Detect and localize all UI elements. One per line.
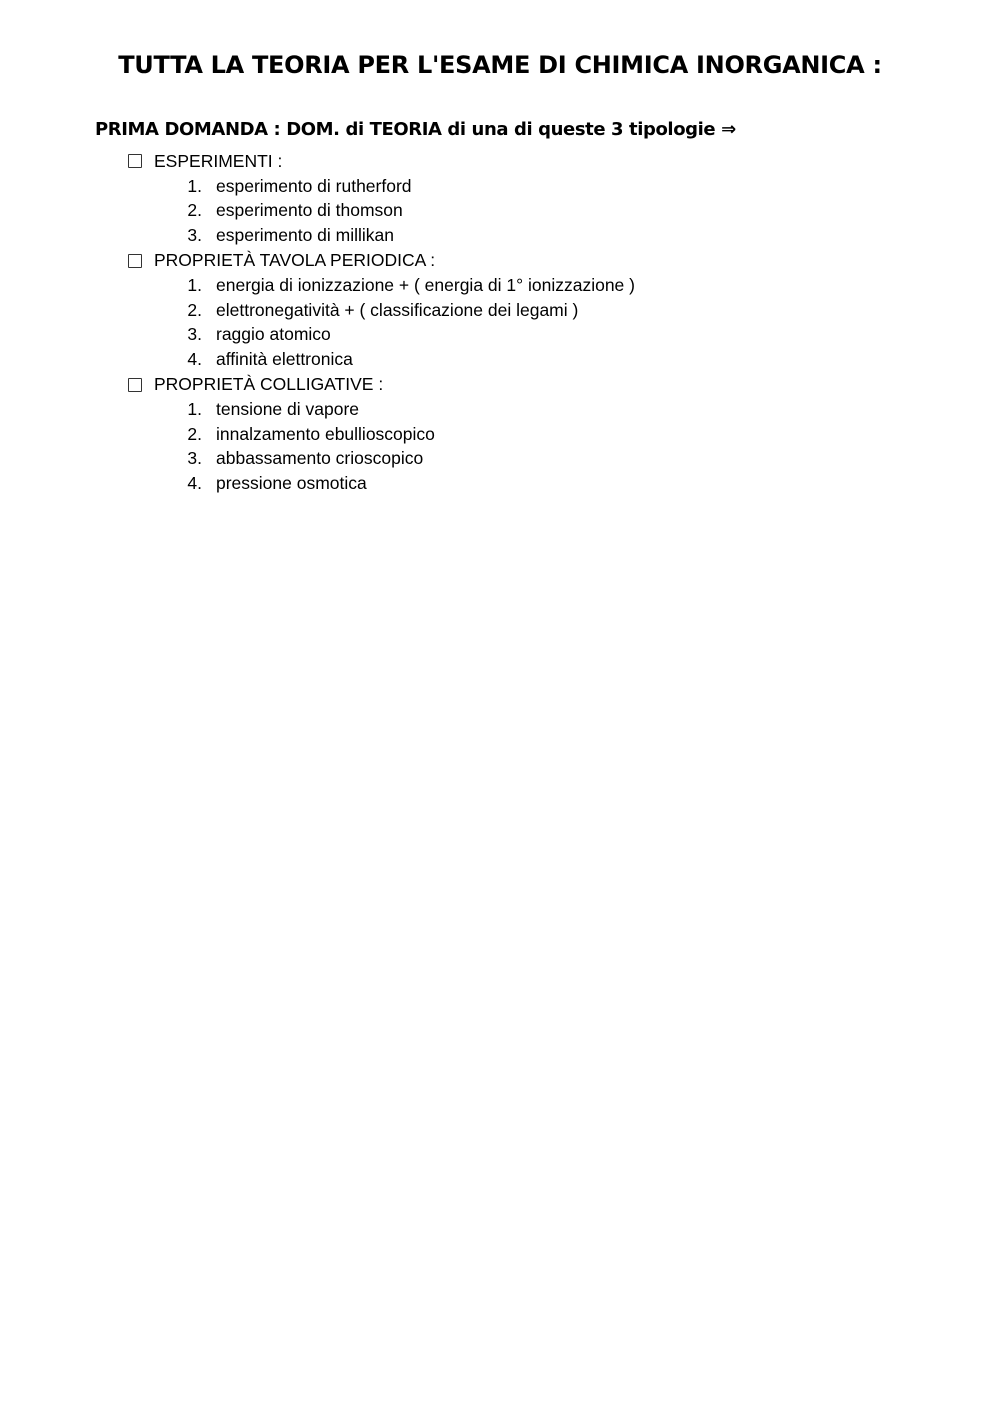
checkbox[interactable] (128, 254, 142, 268)
subitem-list (128, 398, 635, 496)
list-item (128, 323, 635, 348)
list-item (128, 174, 635, 199)
item-number: 4. (187, 348, 202, 369)
item-text: innalzamento ebullioscopico (216, 423, 435, 444)
item-number: 1. (187, 275, 202, 296)
list-item (128, 298, 635, 323)
topic-experiments (128, 148, 635, 248)
item-text: energia di ionizzazione + ( energia di 1° ionizzazione ) (216, 275, 635, 296)
item-text: affinità elettronica (216, 348, 353, 369)
item-text: elettronegatività + ( classificazione dei legami ) (216, 299, 579, 320)
list-item (128, 422, 635, 447)
topic-row (128, 372, 635, 398)
question-heading: PRIMA DOMANDA : DOM. di TEORIA di una di queste 3 tipologie ⇒ (95, 119, 736, 140)
list-item (128, 447, 635, 472)
list-item (128, 223, 635, 248)
item-text: abbassamento crioscopico (216, 448, 424, 469)
list-item (128, 398, 635, 423)
item-text: esperimento di thomson (216, 200, 403, 221)
topic-colligative (128, 372, 635, 496)
item-text: esperimento di rutherford (216, 175, 412, 196)
item-text: pressione osmotica (216, 472, 367, 493)
list-item (128, 347, 635, 372)
checkbox[interactable] (128, 378, 142, 392)
topic-checklist (128, 148, 635, 496)
list-item (128, 471, 635, 496)
subitem-list (128, 174, 635, 248)
topic-label: PROPRIETÀ TAVOLA PERIODICA : (154, 250, 436, 270)
item-number: 3. (187, 448, 202, 469)
topic-label: ESPERIMENTI : (154, 150, 283, 171)
list-item (128, 199, 635, 224)
topic-row (128, 248, 635, 274)
item-text: raggio atomico (216, 324, 331, 345)
item-number: 2. (187, 200, 202, 221)
topic-label: PROPRIETÀ COLLIGATIVE : (154, 374, 384, 394)
checkbox[interactable] (128, 154, 142, 168)
item-number: 1. (187, 399, 202, 420)
topic-row (128, 148, 635, 174)
item-number: 3. (187, 324, 202, 345)
topic-periodic-table (128, 248, 635, 372)
document-title: TUTTA LA TEORIA PER L'ESAME DI CHIMICA INORGANICA : (118, 51, 882, 79)
item-text: esperimento di millikan (216, 224, 394, 245)
list-item (128, 274, 635, 299)
item-number: 1. (187, 175, 202, 196)
item-number: 2. (187, 423, 202, 444)
item-number: 4. (187, 472, 202, 493)
subitem-list (128, 274, 635, 372)
item-number: 2. (187, 299, 202, 320)
item-text: tensione di vapore (216, 399, 360, 420)
item-number: 3. (187, 224, 202, 245)
